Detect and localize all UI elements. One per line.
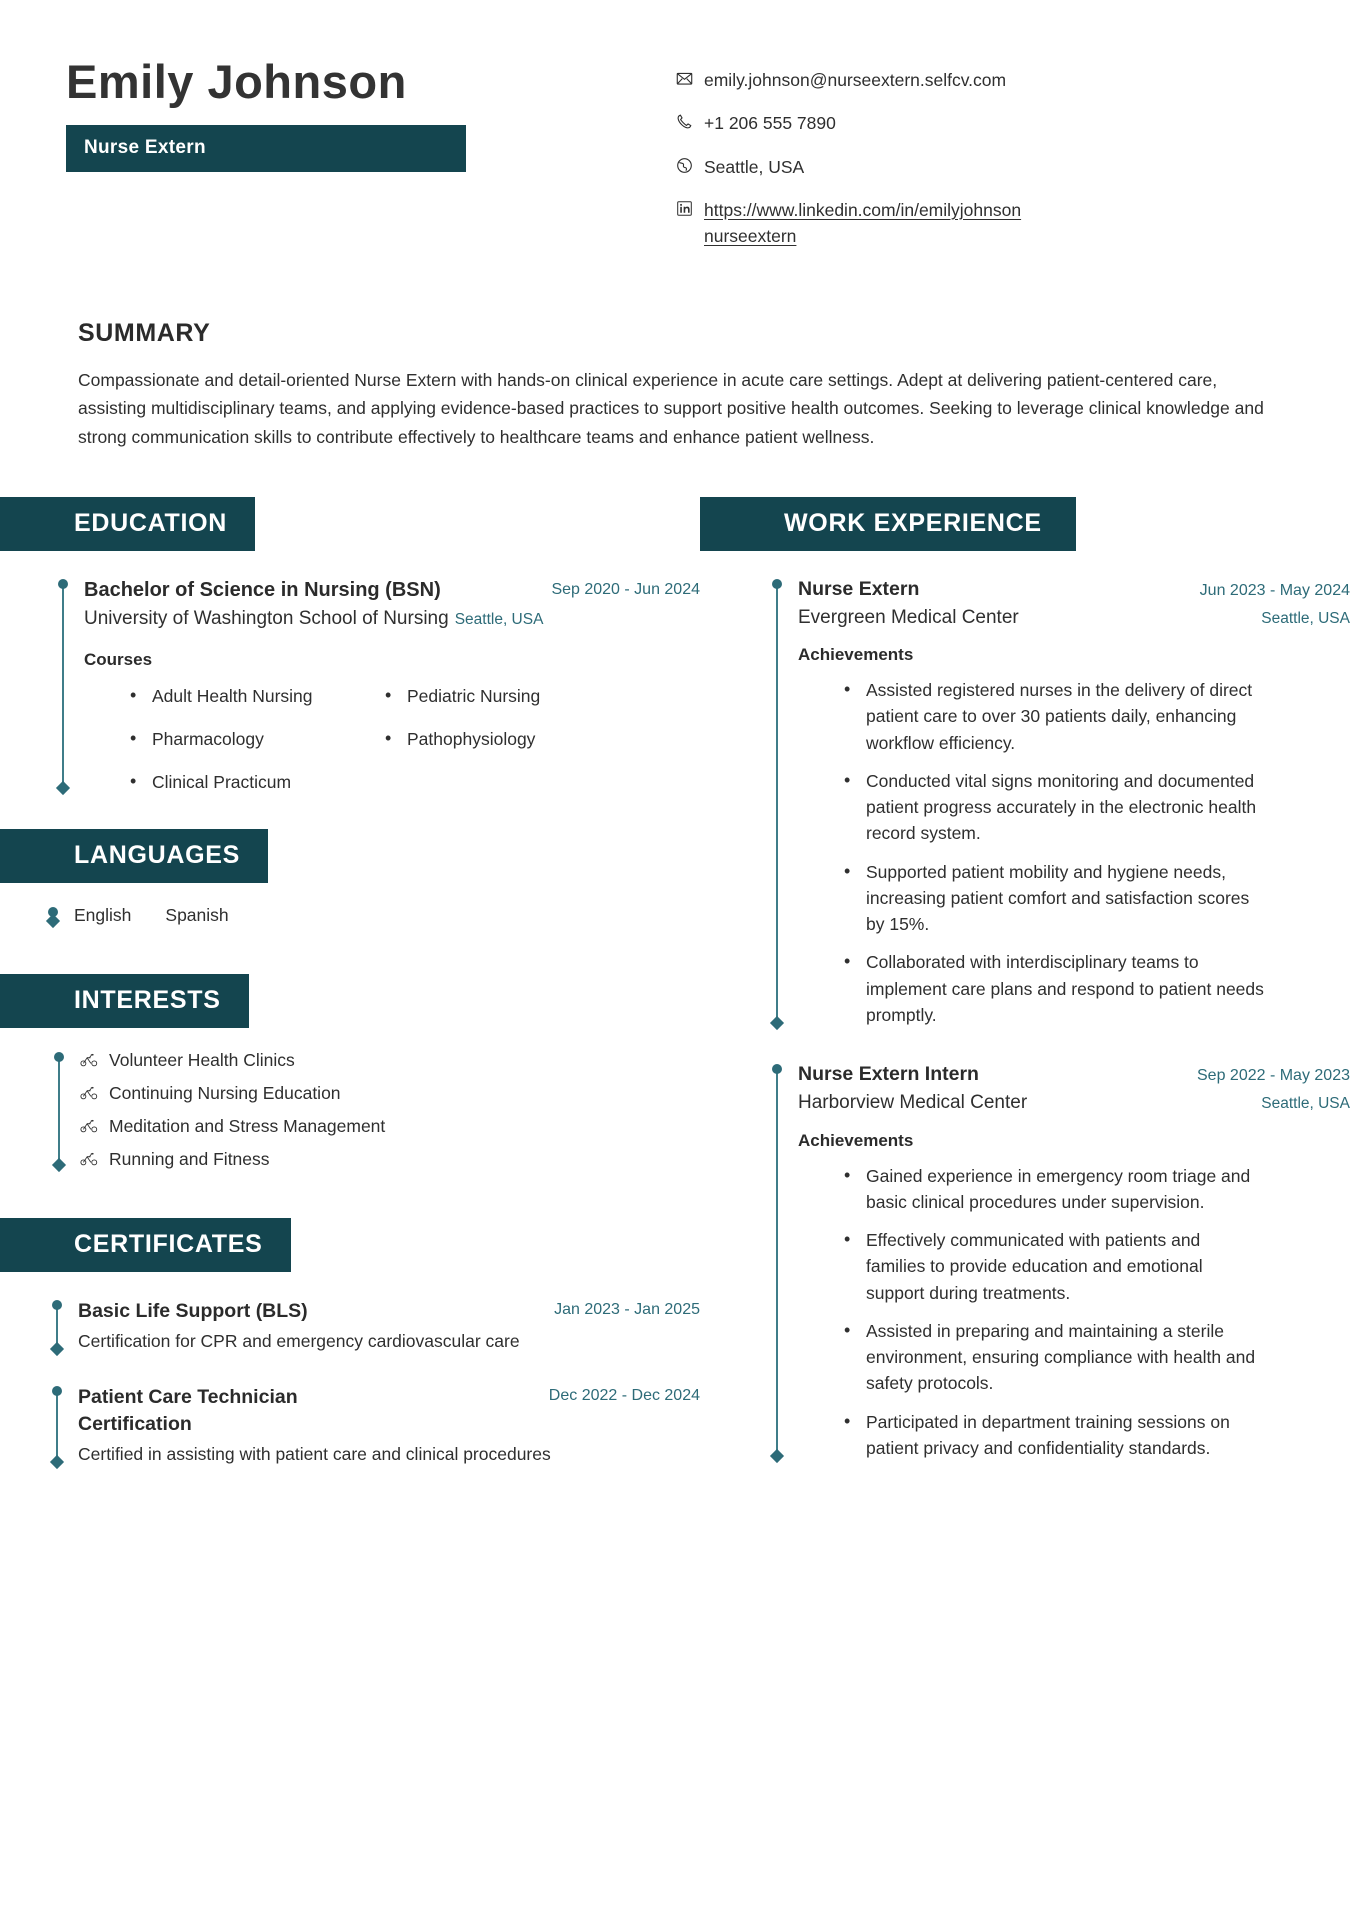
job-timeline xyxy=(776,577,1350,1028)
job-timeline xyxy=(776,1062,1350,1461)
right-column xyxy=(700,497,1350,1497)
candidate-name: Emily Johnson xyxy=(66,55,407,108)
achievements-list xyxy=(798,1163,1350,1462)
languages-section xyxy=(0,829,700,926)
course-item: • Adult Health Nursing xyxy=(130,686,385,707)
interests-body xyxy=(58,1028,700,1170)
bicycle-icon xyxy=(80,1053,100,1067)
summary-text: Compassionate and detail-oriented Nurse Extern with hands-on clinical experience in acute care settings. Adept at delivering patient-centered care, assisting multidisciplinary teams, and applying evidence-based practices to support positive health outcomes. Seeking to leverage clinical knowledge and strong communication skills to contribute effectively to healthcare teams and enhance patient wellness. xyxy=(78,369,1264,447)
job-company-row xyxy=(798,1090,1350,1117)
interests-heading: INTERESTS xyxy=(0,974,249,1028)
achievements-label: Achievements xyxy=(798,645,914,665)
contact-email-text[interactable]: emily.johnson@nurseextern.selfcv.com xyxy=(704,70,1007,90)
contact-item-email xyxy=(676,68,1288,93)
summary-heading: SUMMARY xyxy=(78,318,211,347)
interest-item xyxy=(80,1050,700,1071)
achievement-item: • Assisted registered nurses in the delivery of direct patient care to over 30 patients daily, enhancing workflow efficiency. xyxy=(844,677,1264,756)
linkedin-icon xyxy=(676,198,704,217)
resume-header xyxy=(0,0,1350,267)
timeline-start-dot xyxy=(58,579,68,589)
certificate-timeline xyxy=(56,1384,700,1467)
work-experience-section xyxy=(700,497,1350,1461)
languages-list xyxy=(74,905,700,926)
certificates-heading: CERTIFICATES xyxy=(0,1218,291,1272)
achievement-item: • Collaborated with interdisciplinary teams to implement care plans and respond to patient needs promptly. xyxy=(844,949,1264,1028)
contact-item-phone xyxy=(676,111,1288,136)
achievement-item: • Gained experience in emergency room triage and basic clinical procedures under supervision. xyxy=(844,1163,1264,1216)
interest-label: Volunteer Health Clinics xyxy=(109,1049,295,1070)
timeline-start-dot xyxy=(772,579,782,589)
job-title: Nurse Extern Intern xyxy=(798,1063,979,1086)
course-item: • Clinical Practicum xyxy=(130,772,385,793)
achievement-item: • Conducted vital signs monitoring and documented patient progress accurately in the electronic health record system. xyxy=(844,768,1264,847)
timeline-line xyxy=(58,1056,60,1164)
job-date: Jun 2023 - May 2024 xyxy=(1199,581,1350,599)
languages-timeline xyxy=(52,905,700,926)
certificate-description: Certification for CPR and emergency cardiovascular care xyxy=(78,1331,520,1352)
language-item: Spanish xyxy=(165,904,229,925)
achievement-item: • Participated in department training sessions on patient privacy and confidentiality standards. xyxy=(844,1409,1264,1462)
achievement-item: • Supported patient mobility and hygiene needs, increasing patient comfort and satisfaction scores by 15%. xyxy=(844,859,1264,938)
certificate-item xyxy=(56,1384,700,1467)
job-location: Seattle, USA xyxy=(1261,1094,1350,1112)
timeline-line xyxy=(62,583,64,787)
job-title: Nurse Extern xyxy=(798,577,920,600)
certificates-body xyxy=(56,1272,700,1467)
timeline-end-diamond xyxy=(770,1449,784,1463)
job-entry xyxy=(776,577,1350,1028)
certificate-description: Certified in assisting with patient care and clinical procedures xyxy=(78,1444,551,1465)
bicycle-icon xyxy=(80,1119,100,1133)
languages-heading: LANGUAGES xyxy=(0,829,268,883)
interest-item xyxy=(80,1149,700,1170)
job-company-row xyxy=(798,605,1350,632)
education-timeline xyxy=(62,577,700,793)
interests-section xyxy=(0,974,700,1170)
job-company: Evergreen Medical Center xyxy=(798,606,1019,628)
envelope-icon xyxy=(676,68,704,87)
education-section xyxy=(0,497,700,793)
bicycle-icon xyxy=(80,1152,100,1166)
header-identity xyxy=(66,48,586,172)
timeline-line xyxy=(776,583,778,1022)
interest-item xyxy=(80,1116,700,1137)
timeline-start-dot xyxy=(772,1064,782,1074)
achievement-item: • Effectively communicated with patients and families to provide education and emotional support during treatments. xyxy=(844,1227,1264,1306)
courses-label: Courses xyxy=(84,649,153,669)
course-item: • Pathophysiology xyxy=(385,729,700,750)
interest-label: Running and Fitness xyxy=(109,1148,270,1169)
contact-phone-text[interactable]: +1 206 555 7890 xyxy=(704,113,836,134)
left-column xyxy=(0,497,700,1497)
bicycle-icon xyxy=(80,1086,100,1100)
resume-body-columns xyxy=(0,451,1350,1497)
education-school-row xyxy=(84,608,700,630)
certificates-section xyxy=(0,1218,700,1467)
languages-body xyxy=(52,883,700,926)
achievements-label: Achievements xyxy=(798,1130,914,1150)
interests-timeline xyxy=(58,1050,700,1170)
education-date: Sep 2020 - Jun 2024 xyxy=(551,580,700,598)
timeline-start-dot xyxy=(52,1386,62,1396)
job-location: Seattle, USA xyxy=(1261,609,1350,627)
education-school: University of Washington School of Nursing xyxy=(84,607,449,629)
contact-location-text[interactable]: Seattle, USA xyxy=(704,156,805,177)
spacer xyxy=(0,793,700,829)
certificate-date: Jan 2023 - Jan 2025 xyxy=(554,1300,700,1318)
phone-icon xyxy=(676,111,704,130)
certificate-item xyxy=(56,1298,700,1355)
job-date: Sep 2022 - May 2023 xyxy=(1197,1067,1350,1085)
summary-section xyxy=(0,267,1350,451)
course-item: • Pharmacology xyxy=(130,729,385,750)
course-item: • Pediatric Nursing xyxy=(385,686,700,707)
job-title-row xyxy=(798,1062,1350,1088)
language-item: English xyxy=(74,904,132,925)
work-experience-heading: WORK EXPERIENCE xyxy=(700,497,1076,551)
timeline-end-diamond xyxy=(50,1342,64,1356)
education-heading: EDUCATION xyxy=(0,497,255,551)
certificate-title: Patient Care Technician Certification xyxy=(78,1386,298,1435)
certificate-date: Dec 2022 - Dec 2024 xyxy=(548,1387,700,1405)
courses-list xyxy=(84,686,700,793)
education-title-row xyxy=(84,577,700,604)
interest-label: Meditation and Stress Management xyxy=(109,1115,386,1136)
certificate-title-row xyxy=(78,1384,700,1437)
education-degree: Bachelor of Science in Nursing (BSN) xyxy=(84,578,441,601)
globe-icon xyxy=(676,155,704,174)
education-entry xyxy=(62,551,700,793)
work-experience-body xyxy=(776,551,1350,1461)
candidate-job-title: Nurse Extern xyxy=(66,125,466,172)
spacer xyxy=(0,1182,700,1218)
certificate-timeline xyxy=(56,1298,700,1355)
timeline-end-diamond xyxy=(770,1016,784,1030)
timeline-line xyxy=(776,1068,778,1455)
timeline-line xyxy=(56,1390,58,1461)
education-location: Seattle, USA xyxy=(454,610,544,628)
achievement-item: • Assisted in preparing and maintaining a sterile environment, ensuring compliance with health and safety protocols. xyxy=(844,1318,1264,1397)
job-title-row xyxy=(798,577,1350,603)
timeline-start-dot xyxy=(52,1300,62,1310)
job-company: Harborview Medical Center xyxy=(798,1091,1028,1113)
timeline-end-diamond xyxy=(52,1158,66,1172)
interest-item xyxy=(80,1083,700,1104)
timeline-start-dot xyxy=(54,1052,64,1062)
linkedin-url-line-2: nurseextern xyxy=(704,225,797,246)
achievements-list xyxy=(798,677,1350,1028)
certificate-title-row xyxy=(78,1298,700,1324)
interest-label: Continuing Nursing Education xyxy=(109,1082,341,1103)
contact-linkedin-text[interactable] xyxy=(704,198,1288,249)
timeline-end-diamond xyxy=(50,1455,64,1469)
contact-item-linkedin xyxy=(676,198,1288,249)
contact-list xyxy=(586,48,1288,267)
spacer xyxy=(0,926,700,974)
linkedin-url-line-1: https://www.linkedin.com/in/emilyjohnson xyxy=(704,200,1022,221)
certificate-title: Basic Life Support (BLS) xyxy=(78,1299,308,1322)
job-entry xyxy=(776,1062,1350,1461)
contact-item-location xyxy=(676,155,1288,180)
